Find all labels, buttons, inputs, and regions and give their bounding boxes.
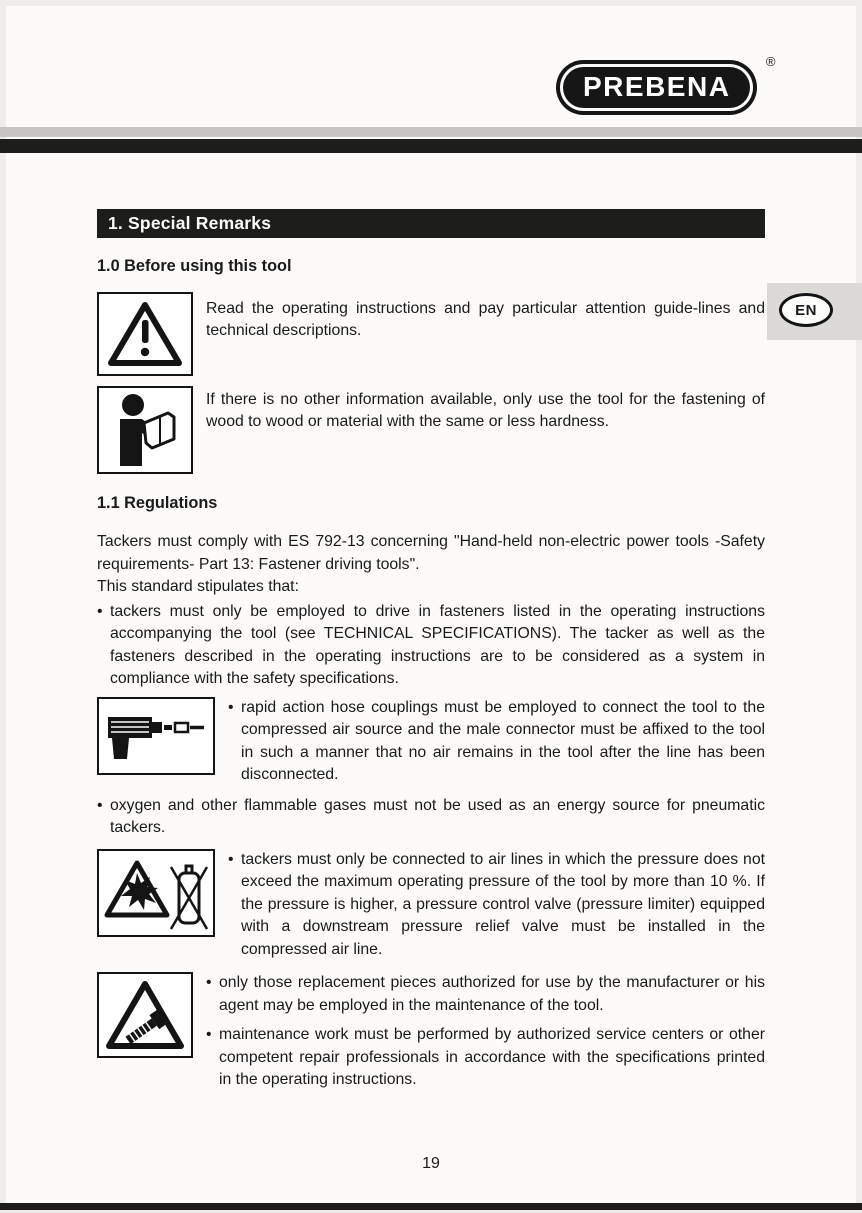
heading-regulations: 1.1 Regulations [97,493,218,512]
regulations-stipulates: This standard stipulates that: [97,578,299,595]
logo-outer-ring [556,60,757,115]
logo-white-ring [560,64,753,111]
hose-coupling-row [97,697,765,787]
header-black-rule [0,139,862,153]
header-gray-rule [0,127,862,137]
prebena-logo [556,54,776,115]
pressure-hazard-row [97,849,765,962]
page-number: 19 [422,1155,440,1172]
bullet-marker: • [206,1026,212,1043]
bullet-pressure-text: tackers must only be connected to air lines in which the pressure does not exceed the maximum operating pressure of the tool by more than 10 %. If the pressure is higher, a pressure control valve (pressure limiter) equipped with a downstream pressure relief valve must be installed in the compressed air line. [241,850,765,958]
bullet-replacement-text: only those replacement pieces authorized for use by the manufacturer or his agent may be employed in the maintenance of the tool. [219,974,765,1014]
wood-fastening-text: If there is no other information available, only use the tool for the fastening of wood to wood or material with the same or less hardness. [206,390,765,430]
bullet-fasteners [97,601,765,691]
warning-read-instructions-row [97,292,765,376]
bullet-pressure-inner [228,849,765,962]
bullet-fasteners-text: tackers must only be employed to drive in fasteners listed in the operating instructions accompanying the tool (see TECHNICAL SPECIFICATIONS). The tacker as well as the fasteners described in the operating instructions are to be considered as a system in compliance with the safety specifications. [110,602,765,687]
bullet-replacement [206,972,765,1017]
manual-reading-row [97,386,765,474]
registered-trademark-symbol: ® [765,54,776,69]
bullet-pressure [228,849,765,962]
warning-triangle-icon [97,292,193,376]
bullet-couplings-text: rapid action hose couplings must be employed to connect the tool to the compressed air source and the male connector must be affixed to the tool in such a manner that no air remains in the tool after the line has been disconnected. [241,698,765,783]
bullet-marker: • [228,850,234,868]
footer-black-rule [0,1203,862,1210]
logo-text: PREBENA [563,67,750,108]
pneumatic-tool-coupling-icon [97,697,215,775]
bullet-marker: • [97,796,103,814]
bullet-maintenance-text: maintenance work must be performed by authorized service centers or other competent repair professionals in accordance with the specifications printed in the operating instructions. [219,1026,765,1088]
language-badge-en: EN [779,293,833,327]
heading-before-using: 1.0 Before using this tool [97,257,292,275]
bullet-oxygen-text: oxygen and other flammable gases must not be used as an energy source for pneumatic tackers. [110,796,765,836]
regulations-intro: Tackers must comply with ES 792-13 concerning "Hand-held non-electric power tools -Safety requirements- Part 13: Fastener driving tools". [97,533,765,573]
bullet-maintenance [206,1024,765,1092]
language-strip [767,283,862,340]
bullet-marker: • [228,698,234,716]
explosion-hazard-icon [97,849,215,937]
page-content [97,209,765,1092]
bullet-couplings [228,697,765,787]
read-manual-person-icon [97,386,193,474]
bullet-marker: • [97,602,103,620]
replacement-parts-row [97,972,765,1092]
replacement-parts-warning-icon [97,972,193,1058]
read-instructions-text: Read the operating instructions and pay particular attention guide-lines and technical descriptions. [206,299,765,339]
bullet-couplings-inner [228,697,765,787]
bullet-marker: • [206,974,212,991]
replacement-maintenance-bullets [206,972,765,1092]
bullet-oxygen [97,795,765,840]
section-title-bar: 1. Special Remarks [97,209,765,238]
